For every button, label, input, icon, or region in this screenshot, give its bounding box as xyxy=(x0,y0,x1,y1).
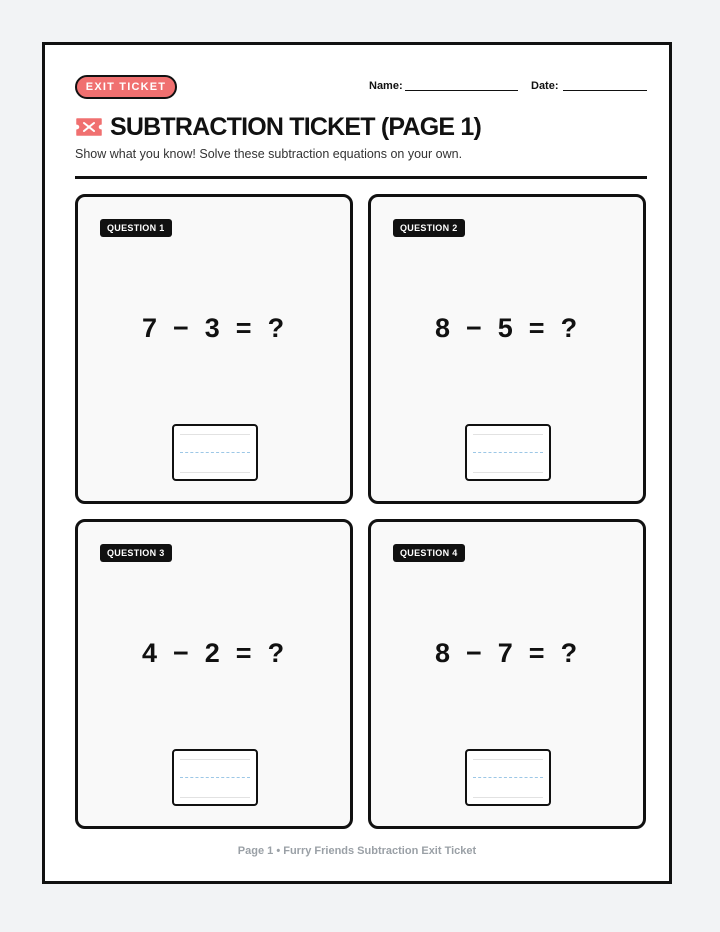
question-card-3 xyxy=(75,519,353,829)
subtrahend: 7 xyxy=(497,638,515,668)
equals-sign: = xyxy=(528,313,547,343)
minus-sign: − xyxy=(172,638,191,668)
equation xyxy=(371,638,643,669)
subtrahend: 2 xyxy=(204,638,222,668)
minuend: 7 xyxy=(141,313,159,343)
exit-ticket-badge: EXIT TICKET xyxy=(75,75,177,99)
minus-sign: − xyxy=(465,638,484,668)
equals-sign: = xyxy=(235,313,254,343)
question-card-2 xyxy=(368,194,646,504)
equation xyxy=(371,313,643,344)
worksheet-page xyxy=(42,42,672,884)
page-title: SUBTRACTION TICKET (PAGE 1) xyxy=(110,112,481,141)
equals-sign: = xyxy=(235,638,254,668)
minus-sign: − xyxy=(465,313,484,343)
unknown-mark: ? xyxy=(267,638,287,668)
instructions: Show what you know! Solve these subtraction equations on your own. xyxy=(75,147,463,161)
date-field[interactable] xyxy=(563,90,647,91)
question-label: QUESTION 4 xyxy=(393,544,465,562)
subtrahend: 5 xyxy=(497,313,515,343)
question-label: QUESTION 1 xyxy=(100,219,172,237)
page-footer: Page 1 • Furry Friends Subtraction Exit Ticket xyxy=(237,845,477,857)
question-card-4 xyxy=(368,519,646,829)
minus-sign: − xyxy=(172,313,191,343)
question-label: QUESTION 2 xyxy=(393,219,465,237)
equals-sign: = xyxy=(528,638,547,668)
date-label: Date: xyxy=(531,80,559,92)
title-row xyxy=(75,111,481,143)
unknown-mark: ? xyxy=(267,313,287,343)
answer-box[interactable] xyxy=(465,749,551,806)
question-label: QUESTION 3 xyxy=(100,544,172,562)
minuend: 8 xyxy=(434,313,452,343)
ticket-icon xyxy=(75,117,103,137)
answer-box[interactable] xyxy=(172,424,258,481)
answer-box[interactable] xyxy=(172,749,258,806)
minuend: 8 xyxy=(434,638,452,668)
equation xyxy=(78,313,350,344)
equation xyxy=(78,638,350,669)
minuend: 4 xyxy=(141,638,159,668)
answer-box[interactable] xyxy=(465,424,551,481)
subtrahend: 3 xyxy=(204,313,222,343)
unknown-mark: ? xyxy=(560,638,580,668)
name-field[interactable] xyxy=(405,90,518,91)
name-label: Name: xyxy=(369,80,403,92)
question-card-1 xyxy=(75,194,353,504)
unknown-mark: ? xyxy=(560,313,580,343)
header-divider xyxy=(75,176,647,179)
